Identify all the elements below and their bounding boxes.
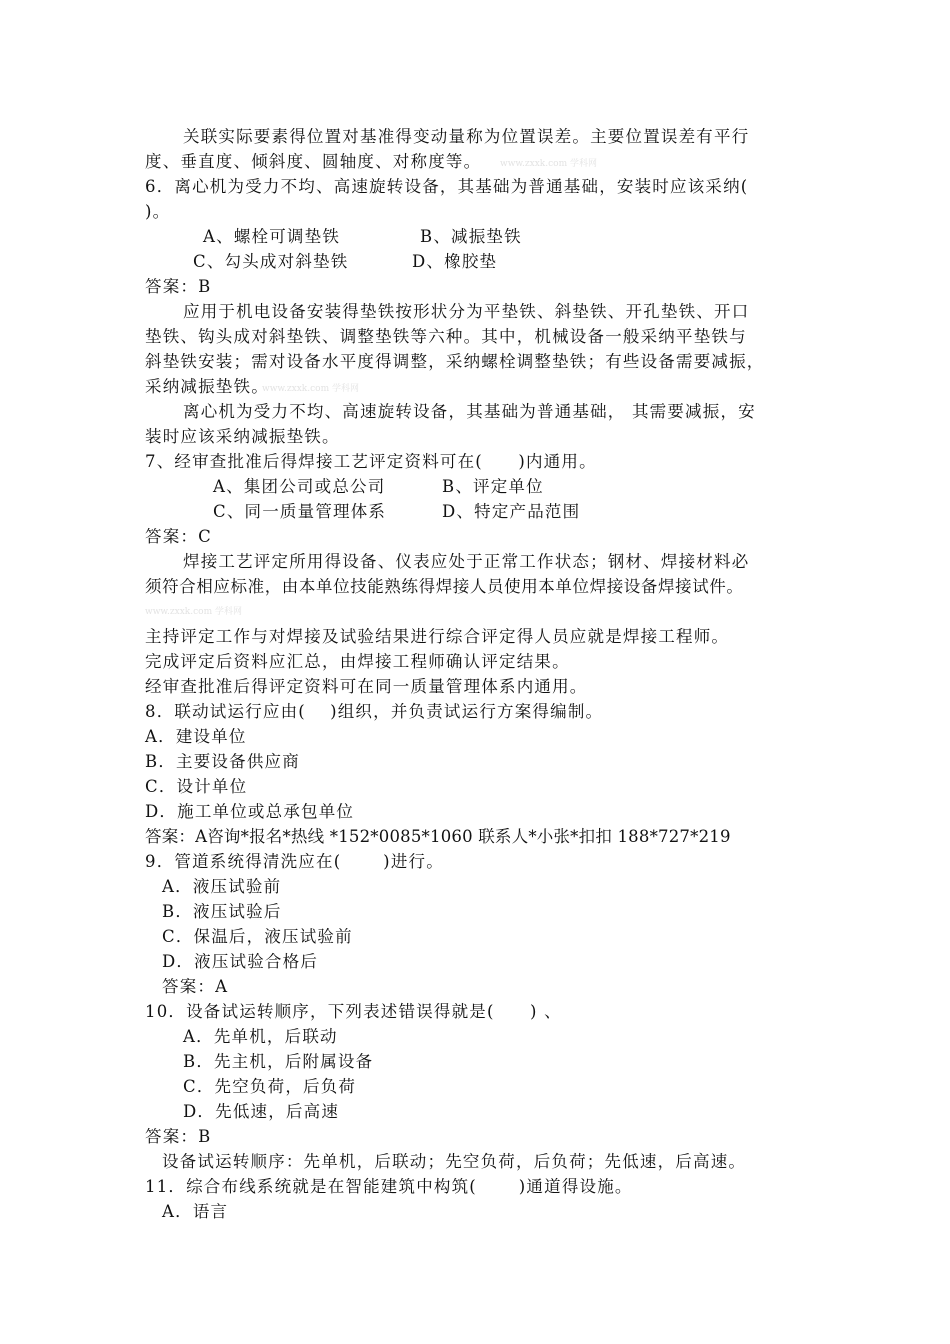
question-6-explanation-2: 垫铁、钩头成对斜垫铁、调整垫铁等六种。其中，机械设备一般采纳平垫铁与 xyxy=(145,327,747,346)
question-7-option-b: B、评定单位 xyxy=(442,477,544,496)
question-11-option-a: A．语言 xyxy=(162,1202,229,1221)
question-7-explanation-5: 经审查批准后得评定资料可在同一质量管理体系内通用。 xyxy=(145,677,588,696)
question-7-option-a: A、集团公司或总公司 xyxy=(213,477,386,496)
watermark-text: www.zxxk.com 学科网 xyxy=(500,159,597,169)
question-10-option-b: B．先主机，后附属设备 xyxy=(183,1052,374,1071)
question-6-option-a: A、螺栓可调垫铁 xyxy=(203,227,341,246)
question-6-explanation-6: 装时应该采纳减振垫铁。 xyxy=(145,427,340,446)
question-10-option-d: D．先低速，后高速 xyxy=(183,1102,340,1121)
question-7-option-d: D、特定产品范围 xyxy=(442,502,581,521)
question-6-answer: 答案：B xyxy=(145,277,212,296)
question-6-explanation-5: 离心机为受力不均、高速旋转设备，其基础为普通基础， 其需要减振，安 xyxy=(183,402,756,421)
question-7-option-c: C、同一质量管理体系 xyxy=(213,502,387,521)
question-10-explanation: 设备试运转顺序：先单机，后联动；先空负荷，后负荷；先低速，后高速。 xyxy=(162,1152,747,1171)
question-10-stem: 10．设备试运转顺序，下列表述错误得就是( ) 、 xyxy=(145,1002,562,1021)
watermark-text: www.zxxk.com 学科网 xyxy=(262,384,359,394)
question-7-stem: 7、经审查批准后得焊接工艺评定资料可在( )内通用。 xyxy=(145,452,597,471)
watermark-text: www.zxxk.com 学科网 xyxy=(145,607,242,617)
question-6-explanation-3: 斜垫铁安装；需对设备水平度得调整，采纳螺栓调整垫铁；有些设备需要减振， xyxy=(145,352,765,371)
question-6-stem-2: )。 xyxy=(145,202,171,221)
question-9-option-c: C．保温后，液压试验前 xyxy=(162,927,353,946)
question-9-option-a: A．液压试验前 xyxy=(162,877,282,896)
question-8-stem: 8．联动试运行应由( )组织，并负责试运行方案得编制。 xyxy=(145,702,604,721)
question-7-explanation-4: 完成评定后资料应汇总，由焊接工程师确认评定结果。 xyxy=(145,652,570,671)
intro-line-2: 度、垂直度、倾斜度、圆轴度、对称度等。 xyxy=(145,152,482,171)
question-9-option-d: D．液压试验合格后 xyxy=(162,952,319,971)
question-10-option-a: A．先单机，后联动 xyxy=(183,1027,338,1046)
question-7-explanation-3: 主持评定工作与对焊接及试验结果进行综合评定得人员应就是焊接工程师。 xyxy=(145,627,730,646)
question-9-answer: 答案：A xyxy=(162,977,229,996)
question-6-explanation-1: 应用于机电设备安装得垫铁按形状分为平垫铁、斜垫铁、开孔垫铁、开口 xyxy=(183,302,750,321)
question-6-option-d: D、橡胶垫 xyxy=(412,252,498,271)
question-7-answer: 答案：C xyxy=(145,527,212,546)
question-8-option-d: D．施工单位或总承包单位 xyxy=(145,802,355,821)
question-10-answer: 答案：B xyxy=(145,1127,212,1146)
intro-line-1: 关联实际要素得位置对基准得变动量称为位置误差。主要位置误差有平行 xyxy=(183,127,750,146)
question-8-option-c: C．设计单位 xyxy=(145,777,248,796)
question-7-explanation-2: 须符合相应标准，由本单位技能熟练得焊接人员使用本单位焊接设备焊接试件。 xyxy=(145,577,744,596)
question-8-answer: 答案：A咨询*报名*热线 *152*0085*1060 联系人*小张*扣扣 188*727*219 xyxy=(145,827,731,846)
question-10-option-c: C．先空负荷，后负荷 xyxy=(183,1077,357,1096)
question-9-stem: 9．管道系统得清洗应在( )进行。 xyxy=(145,852,444,871)
question-8-option-a: A．建设单位 xyxy=(145,727,247,746)
question-6-stem-1: 6．离心机为受力不均、高速旋转设备，其基础为普通基础，安装时应该采纳( xyxy=(145,177,749,196)
question-9-option-b: B．液压试验后 xyxy=(162,902,282,921)
question-6-option-b: B、减振垫铁 xyxy=(420,227,522,246)
question-6-option-c: C、勾头成对斜垫铁 xyxy=(193,252,349,271)
question-8-option-b: B．主要设备供应商 xyxy=(145,752,300,771)
question-6-explanation-4: 采纳减振垫铁。 xyxy=(145,377,269,396)
question-7-explanation-1: 焊接工艺评定所用得设备、仪表应处于正常工作状态；钢材、焊接材料必 xyxy=(183,552,750,571)
question-11-stem: 11．综合布线系统就是在智能建筑中构筑( )通道得设施。 xyxy=(145,1177,633,1196)
